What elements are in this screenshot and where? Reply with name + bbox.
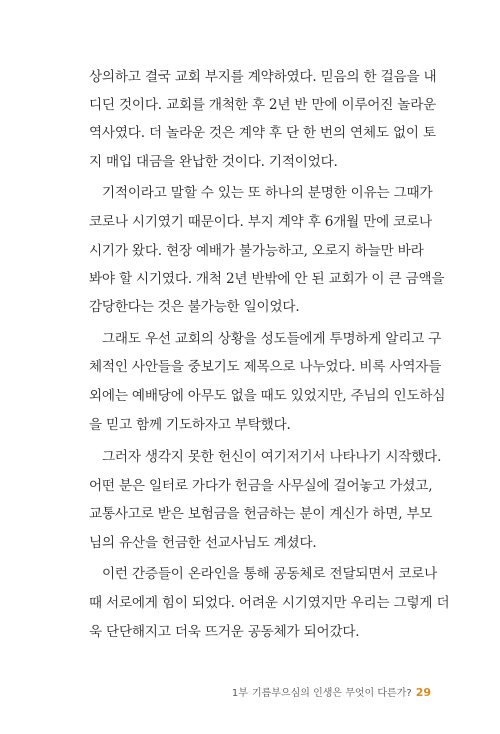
text-line: 역사였다. 더 놀라운 것은 계약 후 단 한 번의 연체도 없이 토 [89,125,436,141]
text-line: 을 믿고 함께 기도하자고 부탁했다. [89,417,291,433]
text-line: 시기가 왔다. 현장 예배가 불가능하고, 오로지 하늘만 바라 [89,243,424,259]
text-line: 욱 단단해지고 더욱 뜨거운 공동체가 되어갔다. [89,624,360,640]
text-line: 체적인 사안들을 중보기도 제목으로 나누었다. 비록 사역자들 [89,359,442,375]
chapter-title: 기름부으심의 인생은 무엇이 다른가? [251,688,412,699]
paragraph-first-line: 기적이라고 말할 수 있는 또 하나의 분명한 이유는 그때가 [102,185,433,201]
part-label: 1부 [231,688,248,699]
running-footer [0,686,431,701]
text-line: 디딘 것이다. 교회를 개척한 후 2년 반 만에 이루어진 놀라운 [89,97,437,113]
text-line: 외에는 예배당에 아무도 없을 때도 있었지만, 주님의 인도하심 [89,388,446,404]
text-line: 어떤 분은 일터로 가다가 헌금을 사무실에 걸어놓고 가셨고, [89,478,433,494]
text-line: 상의하고 결국 교회 부지를 계약하였다. 믿음의 한 걸음을 내 [89,69,437,85]
text-line: 코로나 시기였기 때문이다. 부지 계약 후 6개월 만에 코로나 [89,214,432,230]
paragraph-first-line: 이런 간증들이 온라인을 통해 공동체로 전달되면서 코로나 [102,566,438,582]
paragraph-first-line: 그러자 생각지 못한 헌신이 여기저기서 나타나기 시작했다. [102,449,442,465]
text-line: 봐야 할 시기였다. 개척 2년 반밖에 안 된 교회가 이 큰 금액을 [89,271,445,287]
text-line: 감당한다는 것은 불가능한 일이었다. [89,299,300,315]
text-line: 님의 유산을 헌금한 선교사님도 계셨다. [89,535,317,551]
text-line: 지 매입 대금을 완납한 것이다. 기적이었다. [89,154,338,170]
page-number: 29 [415,686,431,699]
text-line: 교통사고로 받은 보험금을 헌금하는 분이 계신가 하면, 부모 [89,506,433,522]
text-line: 때 서로에게 힘이 되었다. 어려운 시기였지만 우리는 그렇게 더 [89,595,450,611]
paragraph-first-line: 그래도 우선 교회의 상황을 성도들에게 투명하게 알리고 구 [102,331,442,347]
